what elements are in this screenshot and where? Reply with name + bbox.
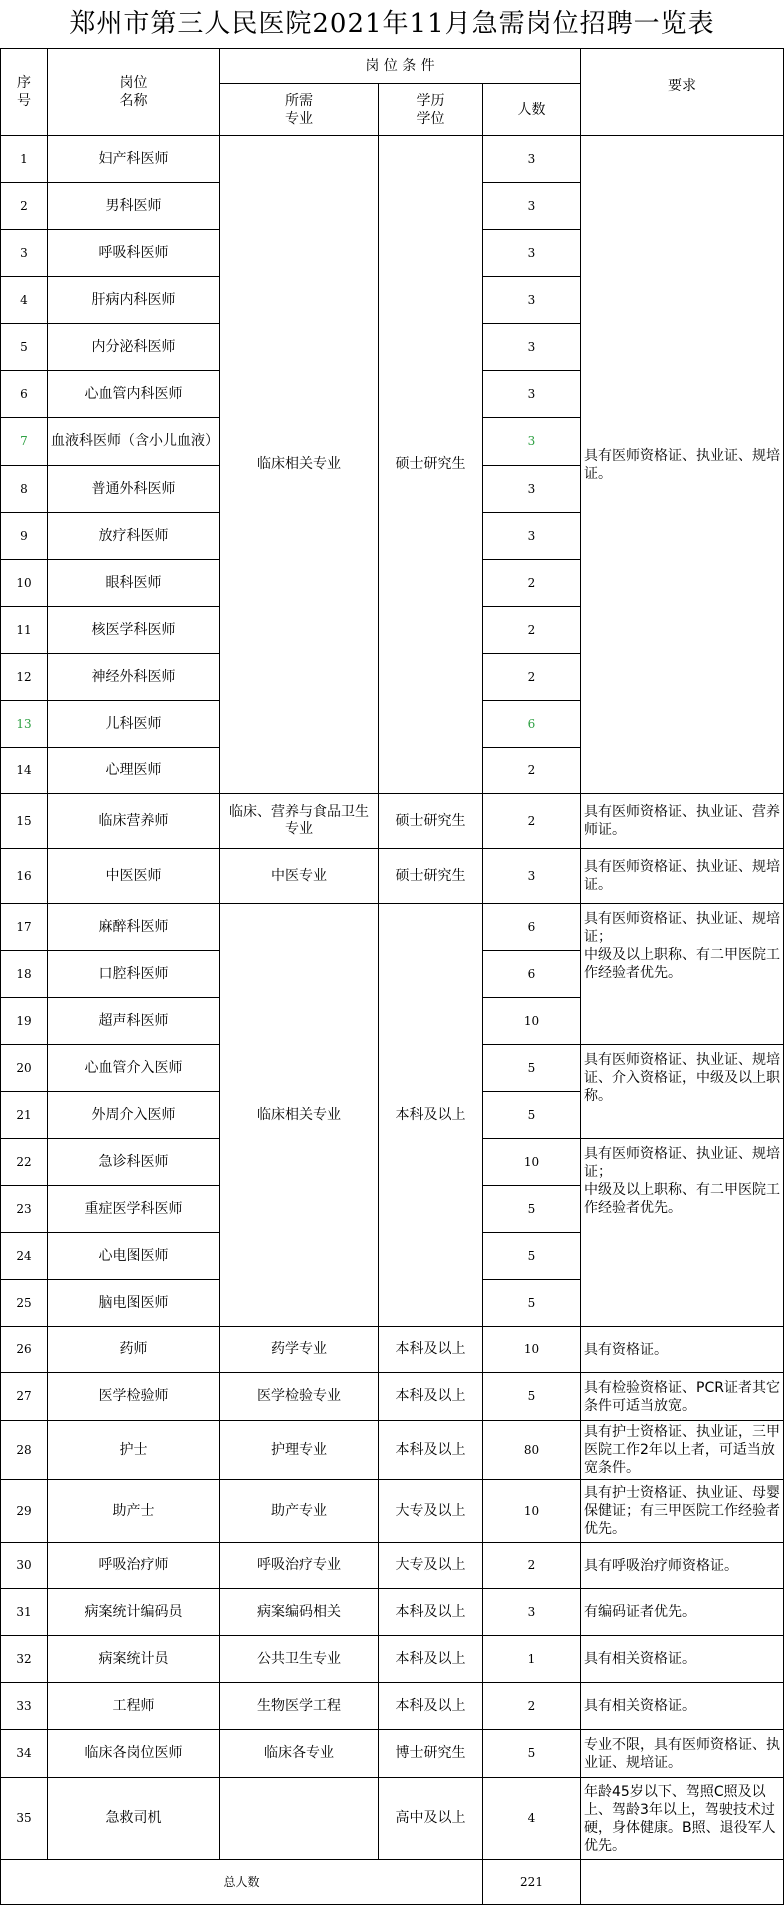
row-req: 具有护士资格证、执业证、母婴保健证；有三甲医院工作经验者优先。: [581, 1480, 784, 1543]
row-post-name: 心电图医师: [48, 1233, 220, 1280]
table-row: [1, 1373, 784, 1421]
row-major: 中医专业: [220, 849, 379, 904]
row-req: 具有呼吸治疗师资格证。: [581, 1543, 784, 1589]
row-seq: 21: [1, 1092, 48, 1139]
row-count: 10: [483, 998, 581, 1045]
row-post-name: 妇产科医师: [48, 136, 220, 183]
header-post-text: 岗位 名称: [119, 75, 148, 109]
row-count: 3: [483, 183, 581, 230]
row-seq: 16: [1, 849, 48, 904]
row-major: 生物医学工程: [220, 1683, 379, 1730]
row-post-name: 药师: [48, 1327, 220, 1373]
row-edu: 本科及以上: [379, 1327, 483, 1373]
row-count: 3: [483, 324, 581, 371]
row-count: 3: [483, 230, 581, 277]
row-seq: 10: [1, 560, 48, 607]
row-post-name: 助产士: [48, 1480, 220, 1543]
header-major: [220, 84, 379, 136]
row-seq: 22: [1, 1139, 48, 1186]
row-seq: 33: [1, 1683, 48, 1730]
row-count: 6: [483, 904, 581, 951]
row-req-merged: 具有医师资格证、执业证、规培证； 中级及以上职称、有二甲医院工作经验者优先。: [581, 904, 784, 1045]
row-major: 助产专业: [220, 1480, 379, 1543]
row-seq: 35: [1, 1778, 48, 1860]
row-count: 5: [483, 1373, 581, 1421]
row-post-name: 中医医师: [48, 849, 220, 904]
row-count: 3: [483, 277, 581, 324]
row-count: 3: [483, 136, 581, 183]
row-major-merged: 临床相关专业: [220, 904, 379, 1327]
table-row: [1, 136, 784, 183]
row-req: 专业不限，具有医师资格证、执业证、规培证。: [581, 1730, 784, 1778]
row-edu: 硕士研究生: [379, 794, 483, 849]
row-major: [220, 1778, 379, 1860]
header-major-text: 所需 专业: [285, 92, 313, 127]
header-post: [48, 49, 220, 136]
header-count: [483, 84, 581, 136]
row-post-name: 病案统计编码员: [48, 1589, 220, 1636]
row-seq: 7: [1, 418, 48, 466]
row-req: 具有相关资格证。: [581, 1636, 784, 1683]
row-post-name: 呼吸科医师: [48, 230, 220, 277]
row-edu: 博士研究生: [379, 1730, 483, 1778]
row-post-name: 护士: [48, 1421, 220, 1480]
row-major: 医学检验专业: [220, 1373, 379, 1421]
row-post-name: 临床营养师: [48, 794, 220, 849]
table-row: [1, 1327, 784, 1373]
row-seq: 6: [1, 371, 48, 418]
row-seq: 5: [1, 324, 48, 371]
header-seq-text: 序 号: [17, 75, 31, 109]
row-seq: 25: [1, 1280, 48, 1327]
row-count: 2: [483, 794, 581, 849]
row-count: 10: [483, 1327, 581, 1373]
row-count: 3: [483, 418, 581, 466]
header-count-text: 人数: [517, 101, 546, 118]
header-edu: [379, 84, 483, 136]
row-edu: 大专及以上: [379, 1543, 483, 1589]
row-post-name: 血液科医师（含小儿血液）: [48, 418, 220, 466]
row-seq: 20: [1, 1045, 48, 1092]
row-post-name: 儿科医师: [48, 701, 220, 748]
recruitment-table: [0, 48, 784, 1905]
row-post-name: 病案统计员: [48, 1636, 220, 1683]
row-edu: 本科及以上: [379, 1636, 483, 1683]
row-seq: 34: [1, 1730, 48, 1778]
row-edu: 本科及以上: [379, 1589, 483, 1636]
row-seq: 11: [1, 607, 48, 654]
row-req: 具有医师资格证、执业证、营养师证。: [581, 794, 784, 849]
row-seq: 19: [1, 998, 48, 1045]
row-edu-merged: 硕士研究生: [379, 136, 483, 794]
row-req: 具有医师资格证、执业证、规培证。: [581, 849, 784, 904]
row-major: 呼吸治疗专业: [220, 1543, 379, 1589]
row-seq: 15: [1, 794, 48, 849]
row-seq: 28: [1, 1421, 48, 1480]
row-count: 5: [483, 1280, 581, 1327]
row-count: 5: [483, 1186, 581, 1233]
row-seq: 27: [1, 1373, 48, 1421]
row-post-name: 超声科医师: [48, 998, 220, 1045]
row-edu: 本科及以上: [379, 1421, 483, 1480]
row-req-merged: 具有医师资格证、执业证、规培证。: [581, 136, 784, 794]
total-value: 221: [483, 1860, 581, 1905]
row-post-name: 肝病内科医师: [48, 277, 220, 324]
row-req: 具有资格证。: [581, 1327, 784, 1373]
row-post-name: 核医学科医师: [48, 607, 220, 654]
row-count: 80: [483, 1421, 581, 1480]
row-edu: 本科及以上: [379, 1683, 483, 1730]
row-post-name: 放疗科医师: [48, 513, 220, 560]
header-conditions: [220, 49, 581, 84]
row-count: 6: [483, 701, 581, 748]
row-seq: 30: [1, 1543, 48, 1589]
row-post-name: 心血管介入医师: [48, 1045, 220, 1092]
row-post-name: 神经外科医师: [48, 654, 220, 701]
row-edu: 高中及以上: [379, 1778, 483, 1860]
row-req: 具有检验资格证、PCR证者其它条件可适当放宽。: [581, 1373, 784, 1421]
header-edu-text: 学历 学位: [416, 92, 445, 127]
row-post-name: 心血管内科医师: [48, 371, 220, 418]
header-conditions-text: 岗 位 条 件: [365, 58, 435, 74]
row-post-name: 急诊科医师: [48, 1139, 220, 1186]
table-row: [1, 1421, 784, 1480]
row-post-name: 呼吸治疗师: [48, 1543, 220, 1589]
table-row: [1, 1778, 784, 1860]
header-req: [581, 49, 784, 136]
table-row: [1, 1636, 784, 1683]
row-post-name: 重症医学科医师: [48, 1186, 220, 1233]
row-edu-merged: 本科及以上: [379, 904, 483, 1327]
header-row-1: [1, 49, 784, 84]
row-edu: 硕士研究生: [379, 849, 483, 904]
row-count: 10: [483, 1480, 581, 1543]
row-seq: 24: [1, 1233, 48, 1280]
row-req: 有编码证者优先。: [581, 1589, 784, 1636]
row-count: 5: [483, 1092, 581, 1139]
row-count: 3: [483, 849, 581, 904]
table-row: [1, 849, 784, 904]
row-count: 2: [483, 654, 581, 701]
row-post-name: 工程师: [48, 1683, 220, 1730]
row-count: 1: [483, 1636, 581, 1683]
row-post-name: 心理医师: [48, 748, 220, 794]
row-seq: 31: [1, 1589, 48, 1636]
row-post-name: 急救司机: [48, 1778, 220, 1860]
row-seq: 9: [1, 513, 48, 560]
row-seq: 17: [1, 904, 48, 951]
row-major-merged: 临床相关专业: [220, 136, 379, 794]
row-major: 护理专业: [220, 1421, 379, 1480]
row-count: 2: [483, 607, 581, 654]
row-seq: 18: [1, 951, 48, 998]
row-post-name: 口腔科医师: [48, 951, 220, 998]
row-count: 5: [483, 1233, 581, 1280]
row-post-name: 内分泌科医师: [48, 324, 220, 371]
row-req: 具有相关资格证。: [581, 1683, 784, 1730]
row-count: 6: [483, 951, 581, 998]
row-req-merged: 具有医师资格证、执业证、规培证、介入资格证，中级及以上职称。: [581, 1045, 784, 1139]
row-seq: 26: [1, 1327, 48, 1373]
total-row: [1, 1860, 784, 1905]
row-post-name: 眼科医师: [48, 560, 220, 607]
row-seq: 3: [1, 230, 48, 277]
header-req-text: 要求: [668, 78, 696, 94]
row-major: 公共卫生专业: [220, 1636, 379, 1683]
table-row: [1, 1730, 784, 1778]
row-post-name: 麻醉科医师: [48, 904, 220, 951]
row-post-name: 临床各岗位医师: [48, 1730, 220, 1778]
row-req: 年龄45岁以下、驾照C照及以上、驾龄3年以上，驾驶技术过硬，身体健康。B照、退役军人优先。: [581, 1778, 784, 1860]
table-row: [1, 1589, 784, 1636]
table-row: [1, 1543, 784, 1589]
row-post-name: 脑电图医师: [48, 1280, 220, 1327]
row-count: 3: [483, 513, 581, 560]
row-major: 临床各专业: [220, 1730, 379, 1778]
table-row: [1, 1480, 784, 1543]
row-count: 3: [483, 1589, 581, 1636]
row-seq: 29: [1, 1480, 48, 1543]
row-count: 2: [483, 560, 581, 607]
row-seq: 32: [1, 1636, 48, 1683]
row-seq: 23: [1, 1186, 48, 1233]
row-req-merged: 具有医师资格证、执业证、规培证； 中级及以上职称、有二甲医院工作经验者优先。: [581, 1139, 784, 1327]
row-seq: 8: [1, 466, 48, 513]
row-req: 具有护士资格证、执业证，三甲医院工作2年以上者，可适当放宽条件。: [581, 1421, 784, 1480]
row-post-name: 普通外科医师: [48, 466, 220, 513]
row-count: 4: [483, 1778, 581, 1860]
row-count: 10: [483, 1139, 581, 1186]
total-req-empty: [581, 1860, 784, 1905]
row-seq: 13: [1, 701, 48, 748]
row-count: 2: [483, 1683, 581, 1730]
row-edu: 本科及以上: [379, 1373, 483, 1421]
row-count: 3: [483, 371, 581, 418]
row-edu: 大专及以上: [379, 1480, 483, 1543]
row-post-name: 男科医师: [48, 183, 220, 230]
row-seq: 2: [1, 183, 48, 230]
header-seq: [1, 49, 48, 136]
row-major: 病案编码相关: [220, 1589, 379, 1636]
table-row: [1, 1683, 784, 1730]
row-seq: 14: [1, 748, 48, 794]
row-post-name: 外周介入医师: [48, 1092, 220, 1139]
row-major: 临床、营养与食品卫生专业: [220, 794, 379, 849]
row-count: 5: [483, 1045, 581, 1092]
total-label: 总人数: [1, 1860, 483, 1905]
row-count: 5: [483, 1730, 581, 1778]
table-row: [1, 904, 784, 951]
row-count: 3: [483, 466, 581, 513]
row-post-name: 医学检验师: [48, 1373, 220, 1421]
page-title: 郑州市第三人民医院2021年11月急需岗位招聘一览表: [69, 9, 715, 39]
row-count: 2: [483, 1543, 581, 1589]
row-major: 药学专业: [220, 1327, 379, 1373]
table-row: [1, 794, 784, 849]
row-count: 2: [483, 748, 581, 794]
row-seq: 1: [1, 136, 48, 183]
row-seq: 12: [1, 654, 48, 701]
row-seq: 4: [1, 277, 48, 324]
